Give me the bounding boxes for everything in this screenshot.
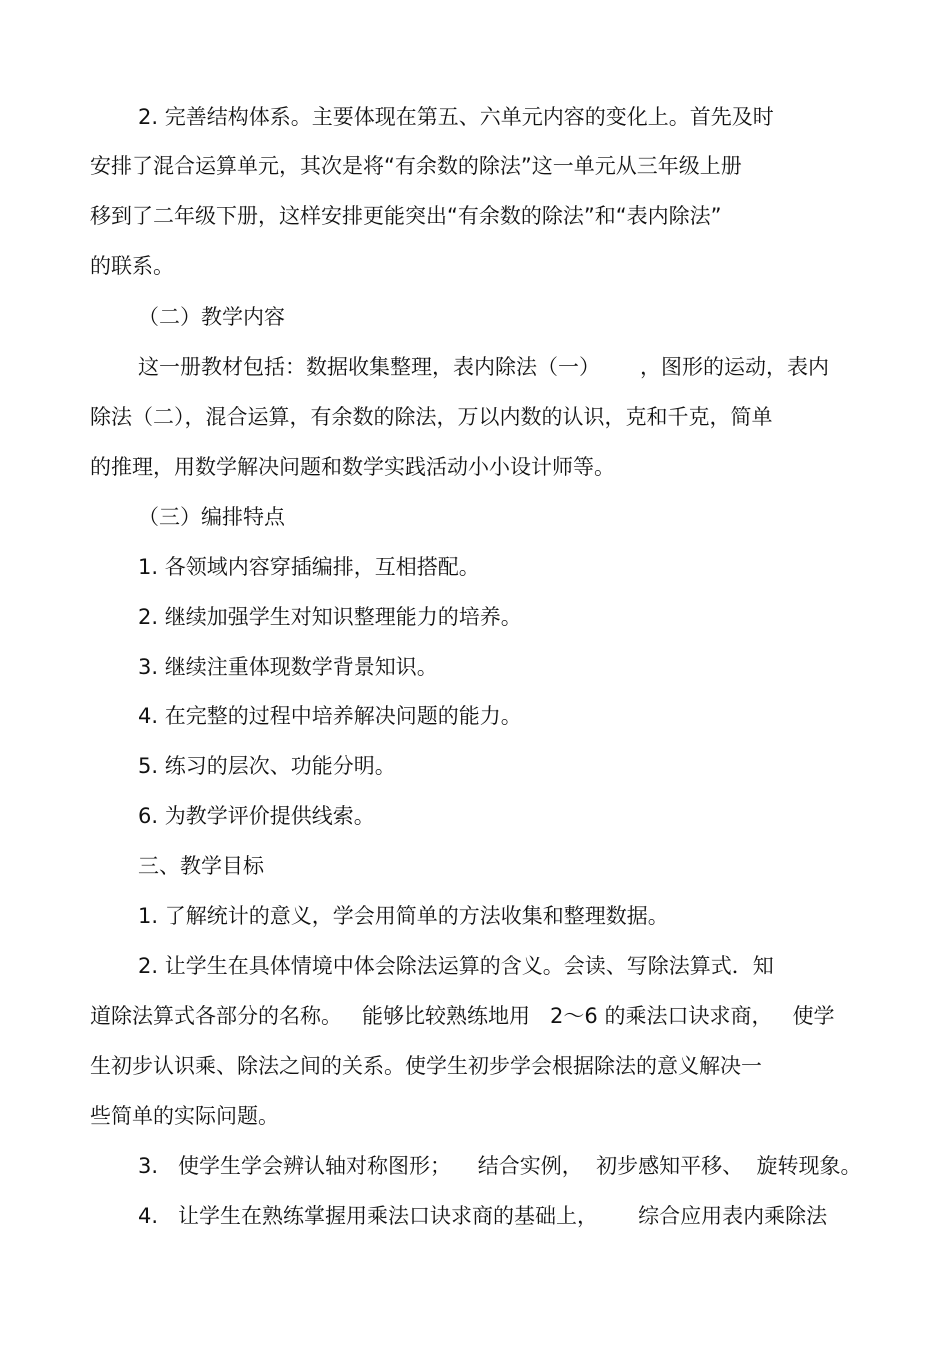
list-item: 3. 使学生学会辨认轴对称图形； 结合实例， 初步感知平移、 旋转现象。	[138, 1154, 862, 1178]
list-item: 1. 了解统计的意义，学会用简单的方法收集和整理数据。	[138, 904, 669, 928]
list-item: 2. 让学生在具体情境中体会除法运算的含义。会读、写除法算式．知	[138, 954, 774, 978]
list-item: 1. 各领域内容穿插编排，互相搭配。	[138, 555, 480, 579]
list-item: 2. 继续加强学生对知识整理能力的培养。	[138, 605, 522, 629]
section-heading: （三）编排特点	[138, 505, 285, 529]
text-line: 除法（二），混合运算，有余数的除法，万以内数的认识，克和千克，简单	[90, 405, 773, 429]
text-line: 道除法算式各部分的名称。 能够比较熟练地用 2～6 的乘法口诀求商， 使学	[90, 1004, 835, 1028]
text-line: 安排了混合运算单元，其次是将“有余数的除法”这一单元从三年级上册	[90, 154, 742, 178]
text-line: 的联系。	[90, 254, 174, 278]
list-item: 4. 在完整的过程中培养解决问题的能力。	[138, 704, 522, 728]
text-line: 这一册教材包括：数据收集整理，表内除法（一） ，图形的运动，表内	[138, 355, 830, 379]
text-line: 移到了二年级下册，这样安排更能突出“有余数的除法”和“表内除法”	[90, 204, 722, 228]
list-item: 6. 为教学评价提供线索。	[138, 804, 375, 828]
list-item: 5. 练习的层次、功能分明。	[138, 754, 396, 778]
list-item: 4. 让学生在熟练掌握用乘法口诀求商的基础上， 综合应用表内乘除法	[138, 1204, 828, 1228]
text-line: 生初步认识乘、除法之间的关系。使学生初步学会根据除法的意义解决一	[90, 1054, 762, 1078]
section-heading: （二）教学内容	[138, 305, 285, 329]
list-item: 3. 继续注重体现数学背景知识。	[138, 655, 438, 679]
text-line: 2. 完善结构体系。主要体现在第五、六单元内容的变化上。首先及时	[138, 105, 774, 129]
text-line: 的推理，用数学解决问题和数学实践活动小小设计师等。	[90, 455, 615, 479]
section-heading: 三、教学目标	[138, 854, 264, 878]
text-line: 些简单的实际问题。	[90, 1104, 279, 1128]
